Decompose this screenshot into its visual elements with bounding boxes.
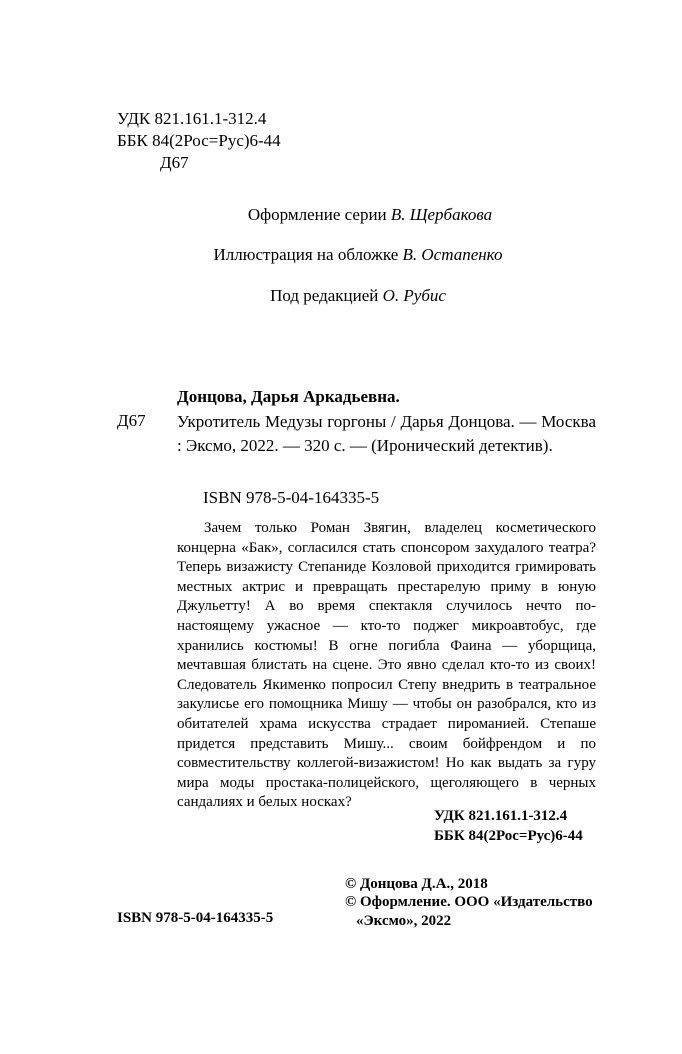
catalog-mark: Д67 — [117, 411, 146, 430]
catalog-description: Укротитель Медузы горгоны / Дарья Донцова. — Москва : Эксмо, 2022. — 320 с. — (Иронический детектив). — [177, 412, 596, 455]
credit-name: В. Остапенко — [402, 245, 503, 264]
classification-block — [117, 108, 281, 174]
copyright-author: © Донцова Д.А., 2018 — [345, 876, 488, 892]
credit-label: Иллюстрация на обложке — [213, 245, 399, 264]
credit-label: Оформление серии — [247, 205, 387, 224]
author-mark: Д67 — [160, 153, 189, 172]
credit-name: В. Щербакова — [390, 205, 493, 224]
catalog-author-heading: Донцова, Дарья Аркадьевна. — [177, 387, 400, 406]
credit-editor — [0, 285, 682, 307]
catalog-isbn: ISBN 978-5-04-164335-5 — [203, 488, 380, 507]
credit-cover-illustration — [0, 244, 682, 266]
udk-code: УДК 821.161.1-312.4 — [434, 808, 568, 824]
footer-isbn: ISBN 978-5-04-164335-5 — [117, 910, 274, 926]
annotation-text: Зачем только Роман Звягин, владелец косметического концерна «Бак», согласился стать спонсором захудалого театра? Теперь визажисту Степаниде Козловой приходится гримировать местных актрис и превращать престарелую приму в юную Джульетту! А во время спектакля случилось нечто по-настоящему ужасное — кто-то поджег микроавтобус, где хранились костюмы! В огне погибла Фаина — уборщица, мечтавшая блистать на сцене. Это явно сделал кто-то из своих! Следователь Якименко попросил Степу внедрить в театральное закулисье его помощника Мишу — чтобы он разобрался, кто из обитателей храма искусства страдает пироманией. Степаше придется представить Мишу... своим бойфрендом и по совместительству коллегой-визажистом! Но как выдать за гуру мира моды простака-полицейского, щеголяющего в черных сандалиях и белых носках? — [177, 520, 596, 811]
credit-label: Под редакцией — [270, 286, 379, 305]
udk-line: УДК 821.161.1-312.4 — [117, 109, 267, 128]
credit-name: О. Рубис — [382, 286, 446, 305]
catalog-codes — [434, 807, 583, 846]
credit-series-design — [0, 204, 682, 226]
copyright-design: © Оформление. ООО «Издательство «Эксмо», 2022 — [345, 894, 593, 929]
bbk-line: ББК 84(2Рос=Рус)6-44 — [117, 131, 281, 150]
bbk-code: ББК 84(2Рос=Рус)6-44 — [434, 827, 583, 844]
